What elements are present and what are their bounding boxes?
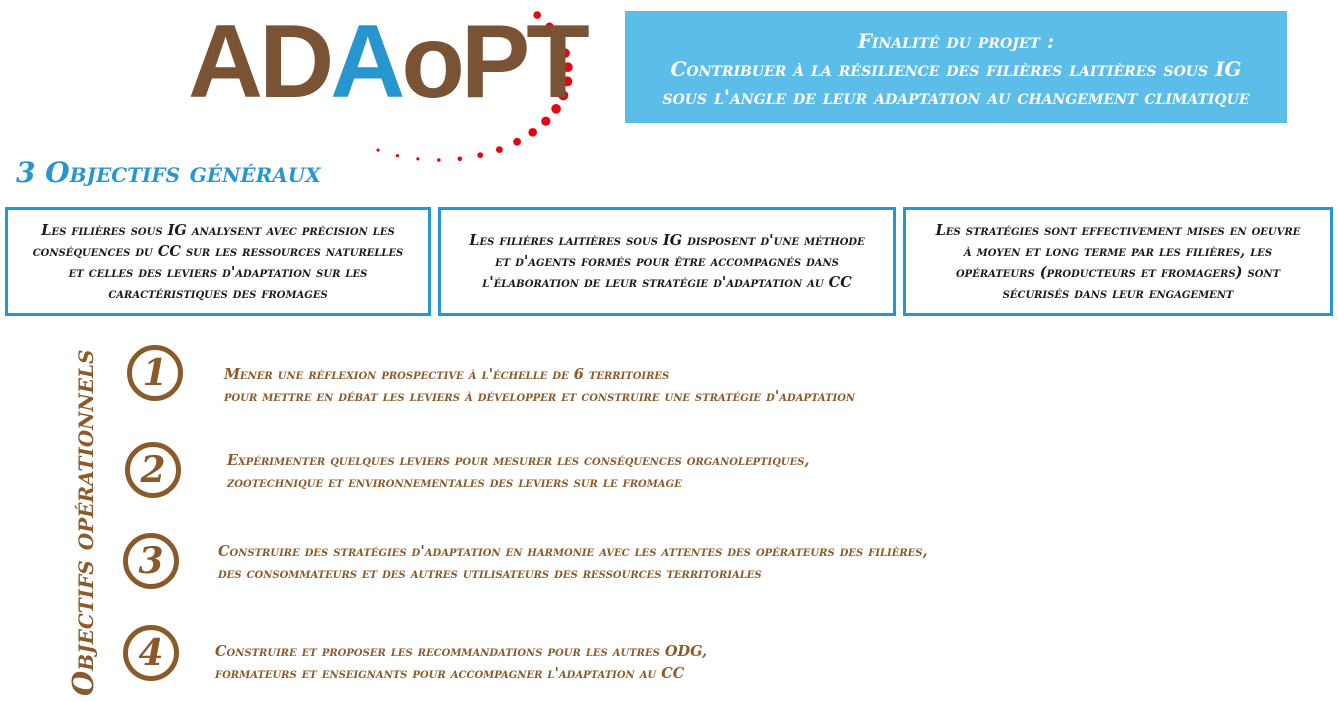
operational-objective-text-1 bbox=[224, 364, 855, 408]
general-objective-box-1 bbox=[5, 207, 431, 316]
adaopt-logo bbox=[188, 4, 588, 160]
general-objective-line: à moyen et long terme par les filières, les bbox=[963, 242, 1273, 260]
logo-wordmark bbox=[188, 4, 586, 120]
logo-dot bbox=[477, 152, 483, 158]
operational-number-badge-4: 4 bbox=[123, 625, 179, 681]
operational-objective-text-3 bbox=[218, 541, 928, 585]
operational-objective-line: formateurs et enseignants pour accompagner l'adaptation au CC bbox=[215, 665, 685, 682]
logo-dot bbox=[458, 157, 463, 162]
general-objective-line: Les filières laitières sous IG disposent d'une méthode bbox=[469, 232, 865, 249]
operational-objective-line: Mener une réflexion prospective à l'échelle de 6 territoires bbox=[224, 366, 670, 383]
general-objective-line: conséquences du CC sur les ressources naturelles bbox=[32, 242, 404, 260]
finalite-line: sous l'angle de leur adaptation au changement climatique bbox=[662, 85, 1250, 109]
logo-dot bbox=[496, 146, 503, 153]
operational-objective-line: Construire et proposer les recommandations pour les autres ODG, bbox=[215, 643, 707, 660]
operational-number-badge-1: 1 bbox=[127, 345, 183, 401]
operational-number-badge-2: 2 bbox=[125, 442, 181, 498]
general-objective-line: opérateurs (producteurs et fromagers) sont bbox=[955, 263, 1281, 281]
general-objective-line: Les stratégies sont effectivement mises en oeuvre bbox=[935, 221, 1301, 239]
logo-text-a: A bbox=[330, 4, 402, 120]
logo-text-opt: oPT bbox=[401, 4, 586, 120]
general-objective-box-2 bbox=[438, 207, 896, 316]
operational-objective-line: Expérimenter quelques leviers pour mesurer les conséquences organoleptiques, bbox=[227, 452, 810, 469]
operational-objective-line: des consommateurs et des autres utilisateurs des ressources territoriales bbox=[218, 565, 762, 582]
operational-objective-text-4 bbox=[215, 641, 707, 685]
operational-objectives-title: Objectifs opérationnels bbox=[66, 349, 100, 696]
general-objective-line: Les filières sous IG analysent avec précision les bbox=[41, 221, 395, 239]
finalite-heading: Finalité du projet : bbox=[857, 29, 1055, 53]
general-objectives-title: 3 Objectifs généraux bbox=[16, 156, 321, 189]
logo-dot bbox=[437, 158, 441, 162]
operational-objective-text-2 bbox=[227, 450, 810, 494]
operational-objective-line: pour mettre en débat les leviers à développer et construire une stratégie d'adaptation bbox=[224, 388, 856, 405]
general-objective-line: et d'agents formés pour être accompagnés dans bbox=[495, 253, 839, 270]
logo-text-ad: AD bbox=[188, 4, 331, 120]
finalite-line: Contribuer à la résilience des filières laitières sous IG bbox=[670, 57, 1242, 81]
logo-dot bbox=[513, 138, 521, 146]
general-objective-box-3 bbox=[903, 207, 1333, 316]
finalite-banner bbox=[625, 11, 1287, 123]
general-objective-line: sécurisés dans leur engagement bbox=[1002, 284, 1234, 302]
general-objective-line: et celles des leviers d'adaptation sur les bbox=[68, 263, 368, 281]
operational-objective-line: Construire des stratégies d'adaptation en harmonie avec les attentes des opérateurs des filières, bbox=[218, 543, 928, 560]
general-objective-line: caractéristiques des fromages bbox=[108, 284, 328, 302]
logo-dot bbox=[396, 154, 399, 157]
operational-number-badge-3: 3 bbox=[123, 533, 179, 589]
operational-objective-line: zootechnique et environnementales des leviers sur le fromage bbox=[227, 474, 682, 491]
logo-dot bbox=[528, 128, 537, 137]
logo-dot bbox=[416, 157, 419, 160]
logo-dot bbox=[377, 149, 380, 152]
general-objective-line: l'élaboration de leur stratégie d'adaptation au CC bbox=[482, 274, 852, 291]
